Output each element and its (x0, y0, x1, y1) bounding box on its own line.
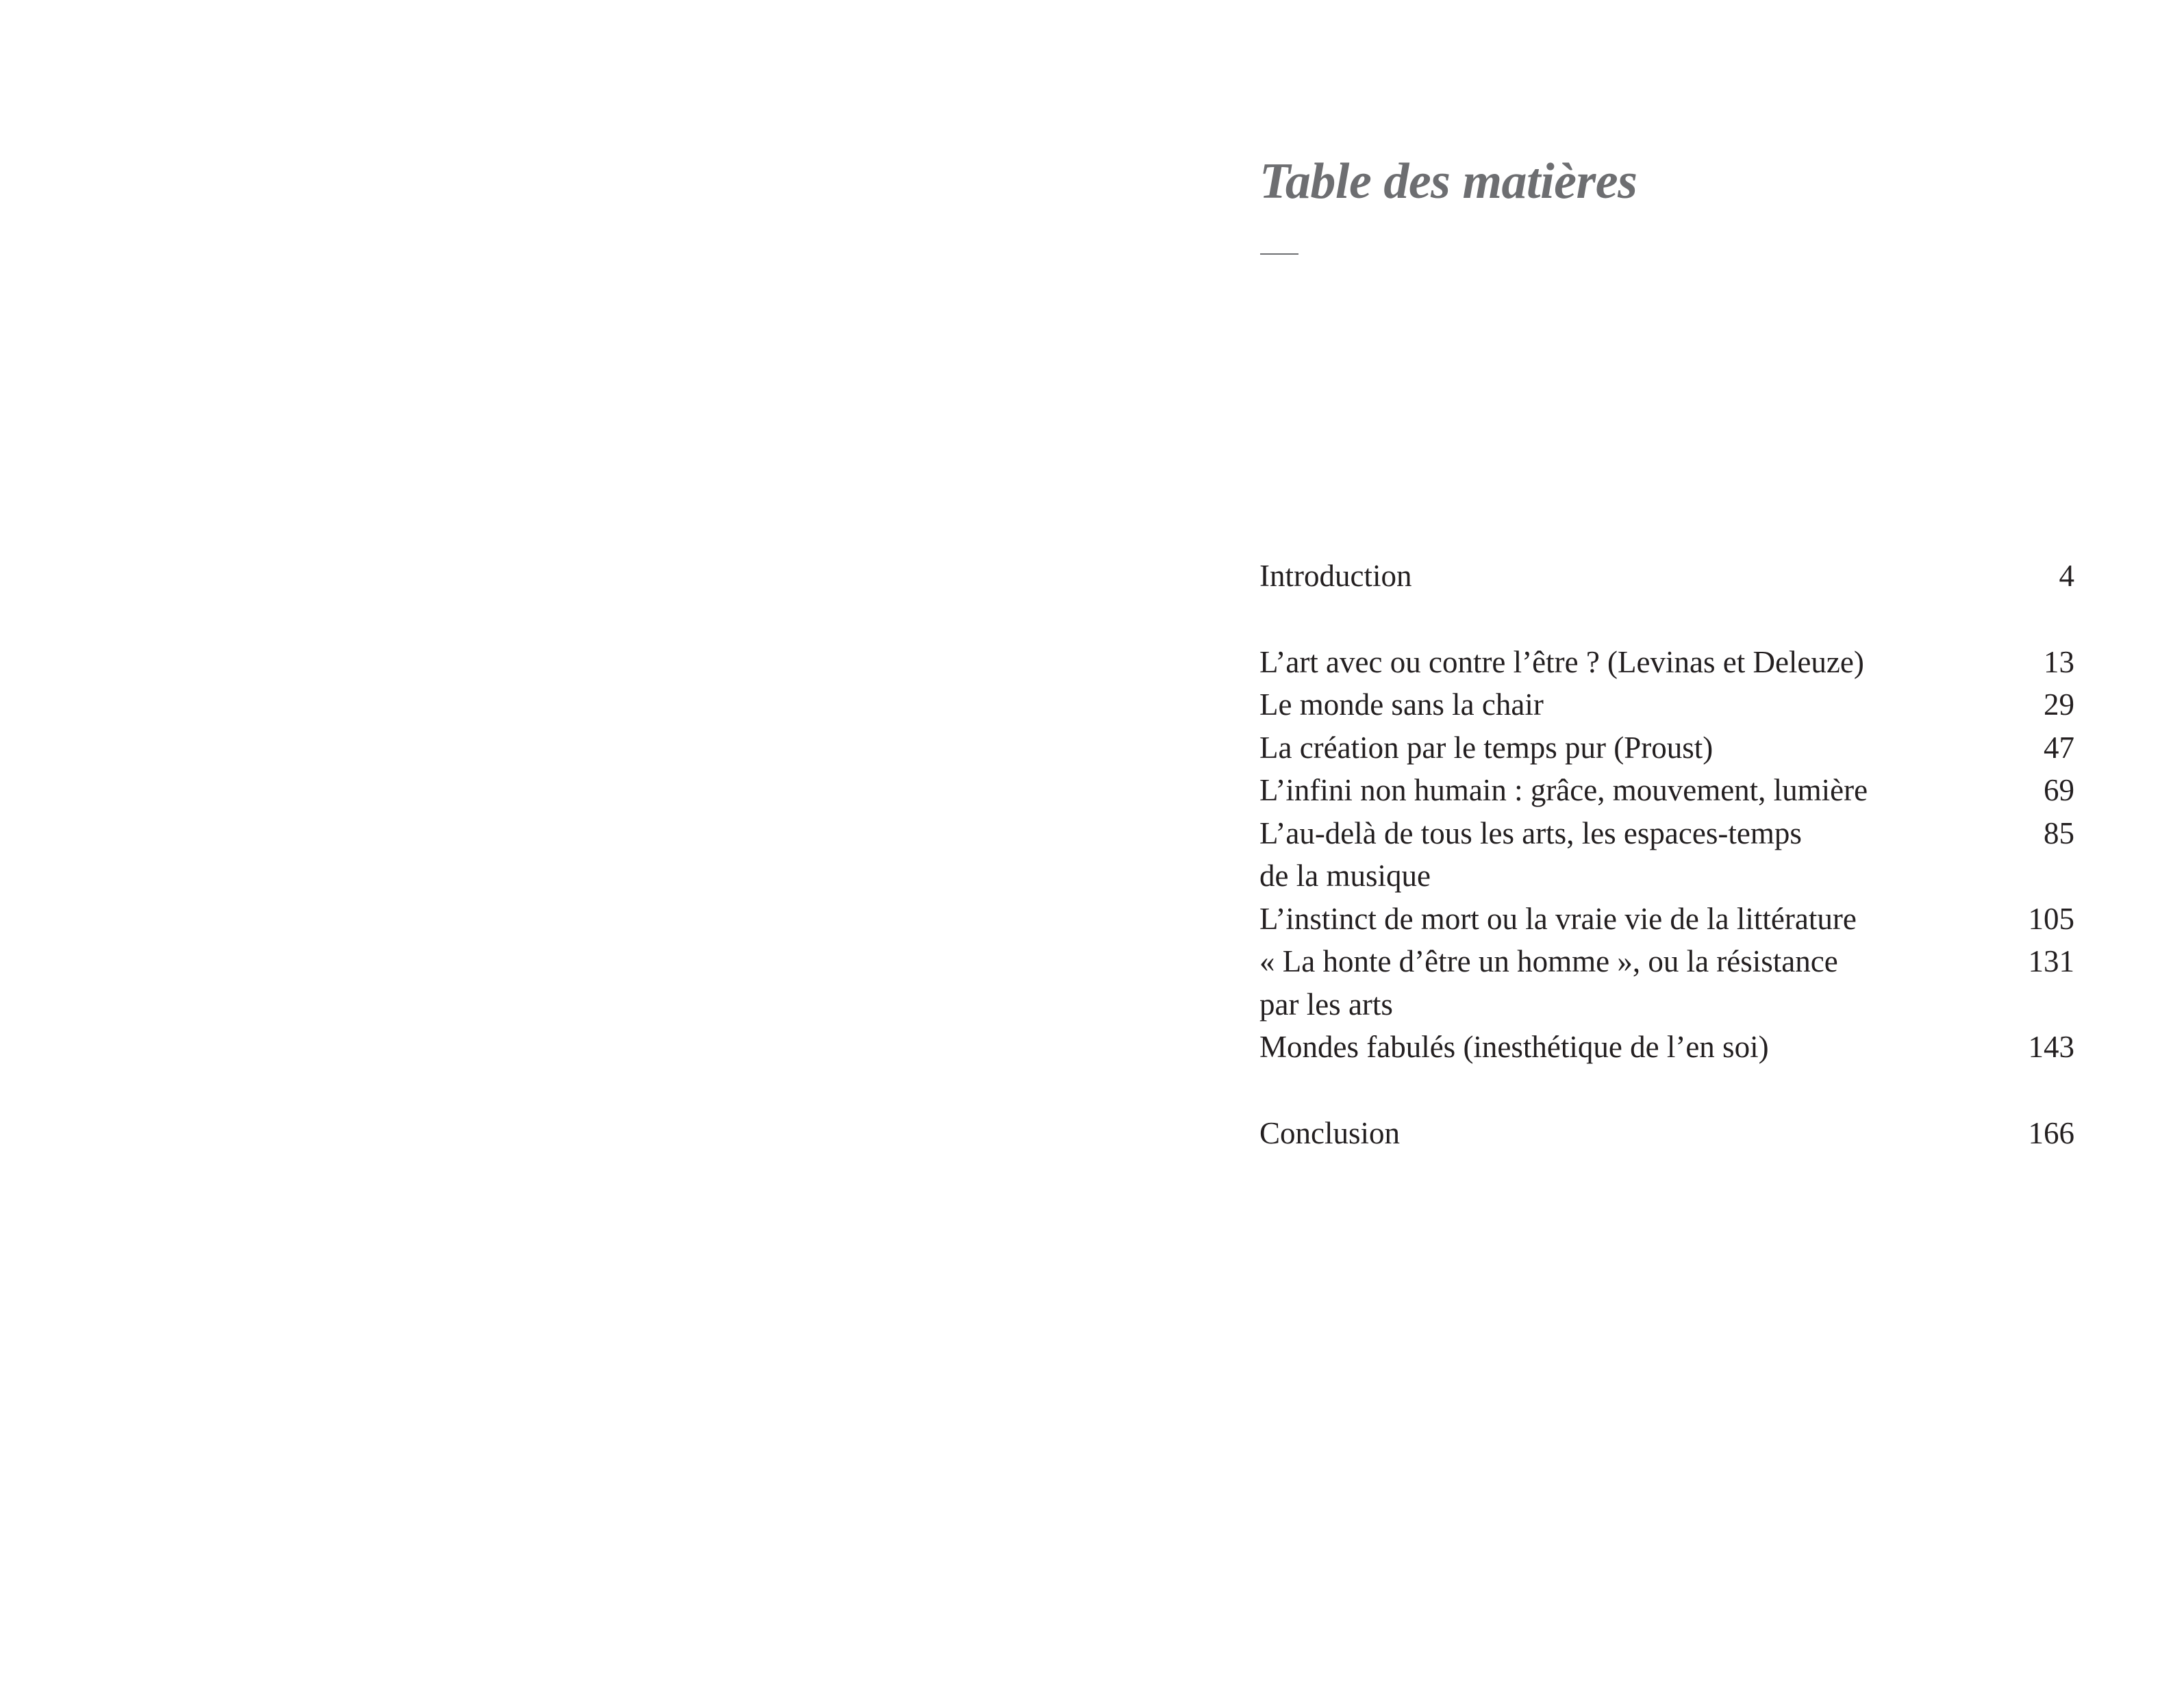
toc-group-chapters (1259, 641, 2074, 1069)
toc-entry-label: Introduction (1259, 559, 1412, 593)
toc-entry-page: 69 (2044, 773, 2074, 807)
toc-entry (1259, 683, 2074, 726)
toc-entry (1259, 769, 2074, 812)
toc-entry (1259, 1026, 2074, 1069)
toc-entry-page: 143 (2028, 1030, 2074, 1064)
toc-entry-label: L’art avec ou contre l’être ? (Levinas et Deleuze) (1259, 644, 1864, 679)
right-page (1092, 0, 2184, 1698)
toc-entry-page: 47 (2044, 730, 2074, 765)
toc-entry-page: 166 (2028, 1115, 2074, 1150)
toc-entry (1259, 555, 2074, 598)
table-of-contents (1259, 555, 2074, 1154)
toc-entry-page: 4 (2059, 559, 2074, 593)
toc-entry-label: Conclusion (1259, 1115, 1401, 1150)
toc-entry (1259, 940, 2074, 1026)
toc-entry-page: 85 (2044, 815, 2074, 850)
toc-entry-page: 13 (2044, 644, 2074, 679)
toc-entry-label: L’infini non humain : grâce, mouvement, lumière (1259, 773, 1868, 807)
toc-entry (1259, 898, 2074, 941)
toc-entry-label: Le monde sans la chair (1259, 687, 1544, 722)
toc-entry-label: La création par le temps pur (Proust) (1259, 730, 1714, 765)
toc-group-conclusion (1259, 1112, 2074, 1155)
page-title: Table des matières (1259, 153, 1637, 210)
toc-entry (1259, 1112, 2074, 1155)
toc-entry (1259, 641, 2074, 684)
toc-entry-label: Mondes fabulés (inesthétique de l’en soi) (1259, 1030, 1769, 1064)
toc-entry-label: L’au-delà de tous les arts, les espaces-temps de la musique (1259, 815, 1802, 893)
toc-entry (1259, 812, 2074, 898)
toc-entry (1259, 726, 2074, 770)
toc-entry-label: « La honte d’être un homme », ou la résistance par les arts (1259, 944, 1838, 1022)
toc-group-intro (1259, 555, 2074, 598)
toc-entry-page: 131 (2028, 944, 2074, 978)
toc-entry-page: 105 (2028, 901, 2074, 936)
toc-entry-page: 29 (2044, 687, 2074, 722)
toc-entry-label: L’instinct de mort ou la vraie vie de la littérature (1259, 901, 1857, 936)
title-rule-divider (1260, 253, 1298, 255)
